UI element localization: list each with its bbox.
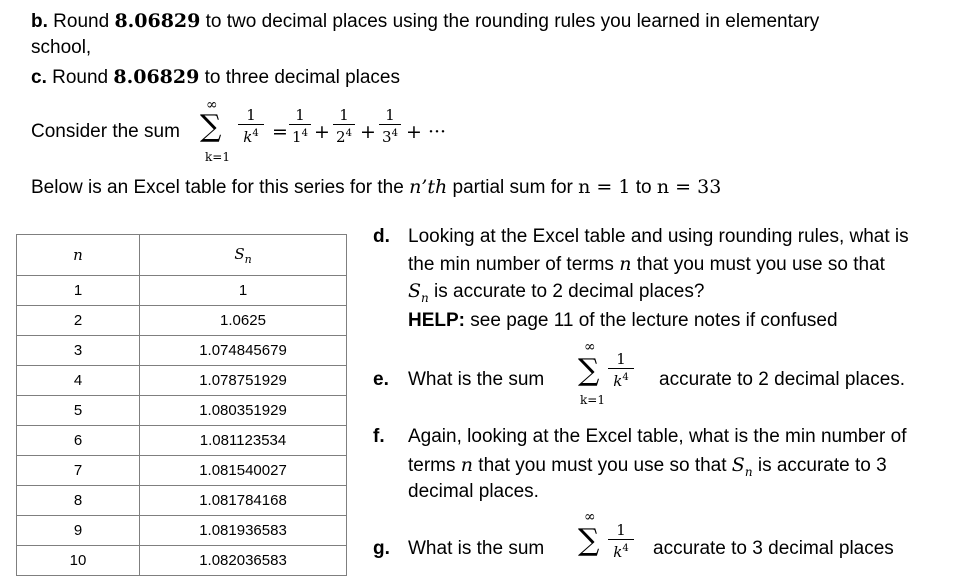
cell-s: 1.0625 xyxy=(140,306,347,336)
part-f-s: S xyxy=(731,454,745,476)
f1-den: 1 xyxy=(292,128,302,146)
table-row xyxy=(17,516,347,546)
cell-n: 2 xyxy=(17,306,140,336)
part-g-text: What is the sum xyxy=(408,538,545,559)
part-f-line2b: that you must you use so that xyxy=(473,455,732,476)
part-b-text2: to two decimal places using the rounding rules you learned in elementary xyxy=(200,11,820,32)
cell-s: 1.081936583 xyxy=(140,516,347,546)
part-f-n: n xyxy=(460,454,474,476)
sum-intro-text: Consider the sum xyxy=(31,121,180,142)
part-b-line1 xyxy=(31,10,819,33)
excel-intro-range2: n = 33 xyxy=(656,176,722,198)
cell-s: 1.082036583 xyxy=(140,546,347,576)
sum-term xyxy=(237,106,265,146)
header-n: n xyxy=(17,235,140,276)
sum-fraction-3 xyxy=(378,106,402,146)
excel-intro-t1: Below is an Excel table for this series for the xyxy=(31,177,410,198)
cell-n: 1 xyxy=(17,276,140,306)
part-e-after: accurate to 2 decimal places. xyxy=(659,369,906,390)
sum-lower-limit: k=1 xyxy=(205,150,230,164)
table-header-row xyxy=(17,235,347,276)
cell-n: 5 xyxy=(17,396,140,426)
part-d-line2b: that you must you use so that xyxy=(631,254,885,275)
sum-fraction-2 xyxy=(332,106,356,146)
cell-n: 4 xyxy=(17,366,140,396)
part-f-s-sub: n xyxy=(744,464,753,479)
help-text: see page 11 of the lecture notes if confused xyxy=(465,310,838,331)
part-e-sigma-icon: ∑ xyxy=(578,353,600,388)
sum-upper-limit: ∞ xyxy=(206,97,218,113)
f2-num: 1 xyxy=(339,106,349,124)
part-g-after: accurate to 3 decimal places xyxy=(653,538,894,559)
part-g-sigma-icon: ∑ xyxy=(578,523,600,558)
table-row xyxy=(17,336,347,366)
part-e-label: e. xyxy=(373,369,389,390)
part-f-line2 xyxy=(408,454,887,479)
part-f-label: f. xyxy=(373,426,385,447)
part-e-exp: 4 xyxy=(622,372,629,383)
header-s-letter: S xyxy=(234,244,245,263)
cell-s: 1.074845679 xyxy=(140,336,347,366)
f1-num: 1 xyxy=(295,106,305,124)
part-g-num: 1 xyxy=(616,521,626,539)
table-row xyxy=(17,486,347,516)
part-e-upper-limit: ∞ xyxy=(584,339,596,355)
table-row xyxy=(17,426,347,456)
part-d-n: n xyxy=(619,253,632,275)
part-c-line xyxy=(31,66,400,89)
sum-fraction-1 xyxy=(288,106,312,146)
part-f-line3: decimal places. xyxy=(408,481,539,502)
sum-term-den: k xyxy=(243,128,253,146)
part-f-line2c: is accurate to 3 xyxy=(752,455,887,476)
cell-n: 3 xyxy=(17,336,140,366)
part-d-line2 xyxy=(408,253,885,276)
header-s xyxy=(140,235,347,276)
part-b-label: b. xyxy=(31,11,48,32)
part-g-term xyxy=(607,521,635,561)
part-d-line2a: the min number of terms xyxy=(408,254,620,275)
part-g-label: g. xyxy=(373,538,390,559)
part-c-text2: to three decimal places xyxy=(199,67,401,88)
cell-s: 1.081123534 xyxy=(140,426,347,456)
header-s-sub: n xyxy=(244,252,252,266)
part-d-line1: Looking at the Excel table and using rounding rules, what is xyxy=(408,226,909,247)
part-d-help xyxy=(408,310,838,332)
cell-s: 1.080351929 xyxy=(140,396,347,426)
part-g-upper-limit: ∞ xyxy=(584,509,596,525)
part-c-number: 8.06829 xyxy=(113,66,200,88)
f3-exp: 4 xyxy=(391,128,398,139)
part-e-lower-limit: k=1 xyxy=(580,393,605,407)
part-c-text1: Round xyxy=(46,67,114,88)
cell-s: 1.081540027 xyxy=(140,456,347,486)
part-f-line1: Again, looking at the Excel table, what is the min number of xyxy=(408,426,907,447)
cell-n: 10 xyxy=(17,546,140,576)
cell-n: 8 xyxy=(17,486,140,516)
part-b-line2: school, xyxy=(31,37,92,58)
part-d-s-sub: n xyxy=(421,290,429,305)
part-e-text: What is the sum xyxy=(408,369,545,390)
cell-n: 6 xyxy=(17,426,140,456)
part-d-s: S xyxy=(408,280,422,302)
part-e-den: k xyxy=(613,372,623,390)
excel-table xyxy=(16,234,347,576)
f1-exp: 4 xyxy=(301,128,308,139)
excel-intro-range1: n = 1 xyxy=(578,176,631,198)
excel-intro-t2: partial sum for xyxy=(447,177,579,198)
cell-n: 7 xyxy=(17,456,140,486)
table-row xyxy=(17,396,347,426)
part-d-label: d. xyxy=(373,226,390,247)
sum-plus-1: + xyxy=(314,121,330,143)
sum-ellipsis: + ··· xyxy=(406,121,447,143)
sum-sigma-icon: ∑ xyxy=(200,109,222,144)
part-f-line2a: terms xyxy=(408,455,461,476)
f3-num: 1 xyxy=(385,106,395,124)
cell-s: 1 xyxy=(140,276,347,306)
excel-intro-t3: to xyxy=(630,177,657,198)
part-e-num: 1 xyxy=(616,350,626,368)
table-row xyxy=(17,366,347,396)
sum-term-num: 1 xyxy=(246,106,256,124)
part-c-label: c. xyxy=(31,67,47,88)
cell-s: 1.081784168 xyxy=(140,486,347,516)
cell-s: 1.078751929 xyxy=(140,366,347,396)
part-d-line3 xyxy=(408,280,704,305)
part-g-den: k xyxy=(613,543,623,561)
excel-intro xyxy=(31,176,721,199)
sum-equals: = xyxy=(272,121,288,143)
help-label: HELP: xyxy=(408,310,465,331)
sum-plus-2: + xyxy=(360,121,376,143)
part-g-exp: 4 xyxy=(622,543,629,554)
table-row xyxy=(17,546,347,576)
table-row xyxy=(17,276,347,306)
f2-den: 2 xyxy=(336,128,346,146)
part-b-text1: Round xyxy=(47,11,115,32)
table-row xyxy=(17,456,347,486)
f2-exp: 4 xyxy=(345,128,352,139)
f3-den: 3 xyxy=(382,128,392,146)
part-b-number: 8.06829 xyxy=(114,10,201,32)
sum-term-exp: 4 xyxy=(252,128,259,139)
cell-n: 9 xyxy=(17,516,140,546)
excel-intro-nprime: n’th xyxy=(409,176,448,198)
part-d-line3-text: is accurate to 2 decimal places? xyxy=(428,281,705,302)
table-row xyxy=(17,306,347,336)
part-e-term xyxy=(607,350,635,390)
